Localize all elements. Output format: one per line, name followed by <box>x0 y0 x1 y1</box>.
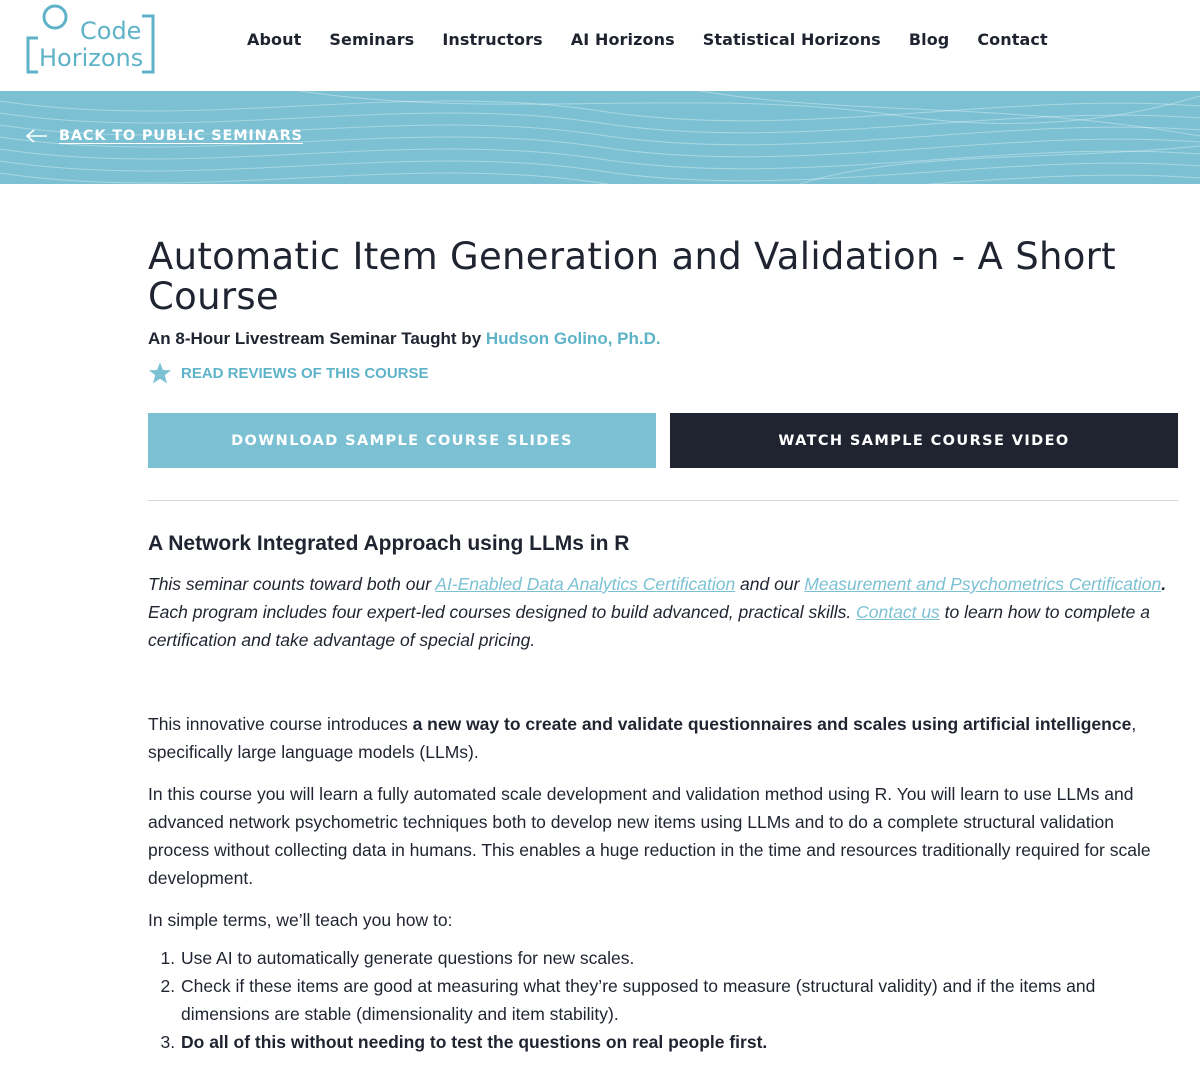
method-paragraph: In this course you will learn a fully automated scale development and validation method using R. You will learn to use LLMs and advanced network psychometric techniques both to develop new items using LLMs and to do a complete structural validation process without collecting data in humans. This enables a huge reduction in the time and resources traditionally required for scale development. <box>148 784 1151 888</box>
main-content <box>148 184 1178 1056</box>
main-nav <box>247 30 1048 49</box>
nav-contact[interactable]: Contact <box>977 30 1048 49</box>
code-horizons-logo[interactable] <box>26 2 158 76</box>
instructor-link[interactable]: Hudson Golino, Ph.D. <box>485 329 661 348</box>
download-slides-button[interactable]: DOWNLOAD SAMPLE COURSE SLIDES <box>148 413 656 468</box>
nav-about[interactable]: About <box>247 30 302 49</box>
read-reviews-link[interactable]: READ REVIEWS OF THIS COURSE <box>181 364 429 382</box>
contact-us-link[interactable]: Contact us <box>856 602 940 622</box>
list-intro: In simple terms, we’ll teach you how to: <box>148 910 453 930</box>
cert-text-3: . <box>1161 574 1167 594</box>
list-item <box>180 1028 1178 1056</box>
ai-certification-link[interactable]: AI-Enabled Data Analytics Certification <box>435 574 736 594</box>
star-icon <box>148 361 172 385</box>
page-title: Automatic Item Generation and Validation - A Short Course <box>148 235 1116 318</box>
cert-text-1: This seminar counts toward both our <box>148 574 436 594</box>
cert-text-2: and our <box>735 574 805 594</box>
list-item: 2. Check if these items are good at measuring what they’re supposed to measure (structural validity) and if the items and dimensions are stable (dimensionality and item stability). <box>180 972 1178 1028</box>
nav-instructors[interactable]: Instructors <box>442 30 543 49</box>
course-subtitle <box>148 329 1178 349</box>
nav-ai-horizons[interactable]: AI Horizons <box>570 30 675 49</box>
intro-text-prefix: This innovative course introduces <box>148 714 413 734</box>
cert-text-4: Each program includes four expert-led courses designed to build advanced, practical skills. <box>148 602 857 622</box>
nav-blog[interactable]: Blog <box>908 30 950 49</box>
list-item-bold: Do all of this without needing to test the questions on real people first. <box>181 1032 768 1052</box>
sample-buttons <box>148 413 1178 468</box>
reviews-row <box>148 361 1178 385</box>
list-item: 1. Use AI to automatically generate questions for new scales. <box>180 944 1178 972</box>
intro-text-suffix: , specifically large language models (LLMs). <box>148 714 1137 762</box>
nav-statistical-horizons[interactable]: Statistical Horizons <box>702 30 881 49</box>
psychometrics-certification-link[interactable]: Measurement and Psychometrics Certification <box>804 574 1162 594</box>
certification-note <box>148 570 1178 654</box>
subtitle-text: An 8-Hour Livestream Seminar Taught by <box>148 329 482 348</box>
arrow-left-icon <box>26 129 48 143</box>
hero-banner <box>0 91 1200 184</box>
logo-text-code: Code <box>80 17 142 45</box>
back-to-seminars-link[interactable] <box>26 128 303 144</box>
section-title: A Network Integrated Approach using LLMs in R <box>148 532 630 555</box>
cert-text-5: to learn how to complete a certification and take advantage of special pricing. <box>148 602 1150 650</box>
intro-paragraph <box>148 710 1178 766</box>
divider <box>148 500 1178 501</box>
nav-seminars[interactable]: Seminars <box>329 30 415 49</box>
learning-list <box>148 944 1178 1056</box>
logo-text-horizons: Horizons <box>39 44 144 72</box>
back-link-label: BACK TO PUBLIC SEMINARS <box>59 128 303 144</box>
site-header <box>0 0 1200 91</box>
intro-text-bold: a new way to create and validate questionnaires and scales using artificial intelligence <box>412 714 1132 734</box>
watch-video-button[interactable]: WATCH SAMPLE COURSE VIDEO <box>670 413 1178 468</box>
